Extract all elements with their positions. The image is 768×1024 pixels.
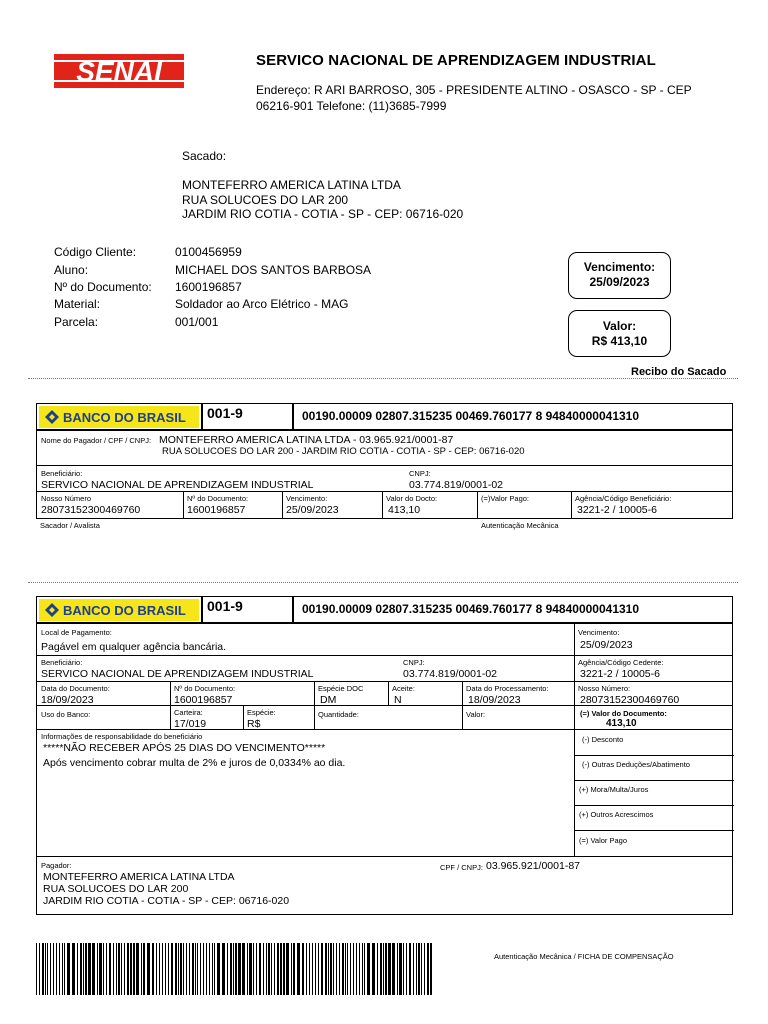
valor-label: Valor: [466,710,486,719]
barcode-bar [233,943,234,995]
barcode-bar [397,943,398,995]
cpf-cnpj-value: 03.965.921/0001-87 [486,860,581,872]
barcode-bar [121,943,122,995]
barcode-bar [171,943,173,995]
sacado-name: MONTEFERRO AMERICA LATINA LTDA [182,178,401,192]
barcode-bar [336,943,337,995]
carteira-value: 17/019 [174,718,207,730]
info-value: 0100456959 [175,245,242,259]
uso-banco-label: Uso do Banco: [41,710,91,719]
barcode-bar [406,943,407,995]
aceite-value: N [394,694,402,706]
barcode-bar [283,943,285,995]
valor-pago-label: (=) Valor Pago [579,836,628,845]
barcode-bar [186,943,187,995]
info-value: MICHAEL DOS SANTOS BARBOSA [175,263,372,277]
barcode-bar [136,943,139,995]
barcode-bar [118,943,120,995]
pagador-line-3: JARDIM RIO COTIA - COTIA - SP - CEP: 06716-020 [43,895,290,907]
barcode-bar [217,943,220,995]
barcode-bar [409,943,411,995]
pagador-line-1: MONTEFERRO AMERICA LATINA LTDA - 03.965.921/0001-87 [159,434,454,446]
barcode-bar [62,943,63,995]
barcode-bar [330,943,332,995]
barcode-bar [347,943,348,995]
info-value: Soldador ao Arco Elétrico - MAG [175,297,349,311]
barcode-bar [200,943,201,995]
sacado-district: JARDIM RIO COTIA - COTIA - SP - CEP: 06716-020 [182,207,464,221]
ficha-compensacao-label: Autenticação Mecânica / FICHA DE COMPENSAÇÃO [494,952,674,961]
barcode-bar [203,943,204,995]
barcode-bar [339,943,340,995]
cut-line [28,378,738,379]
barcode-bar [47,943,48,995]
especie-doc-value: DM [320,694,337,706]
barcode-bar [85,943,87,995]
barcode-bar [293,943,295,995]
barcode-bar [106,943,107,995]
barcode-bar [103,943,104,995]
barcode-bar [88,943,91,995]
barcode-bar [247,943,248,995]
info-key: Código Cliente: [54,245,137,259]
linha-digitavel: 00190.00009 02807.315235 00469.760177 8 94840000041310 [302,602,640,616]
nosso-numero-value: 28073152300469760 [580,694,680,706]
barcode-bar [238,943,241,995]
barcode-bar [180,943,182,995]
barcode-bar [280,943,282,995]
barcode-bar [67,943,70,995]
num-doc-label: Nº do Documento: [174,684,236,693]
mora-multa-label: (+) Mora/Multa/Juros [579,785,649,794]
beneficiario-value: SERVICO NACIONAL DE APRENDIZAGEM INDUSTRIAL [41,479,314,491]
barcode-bar [312,943,313,995]
barcode-bar [392,943,395,995]
desconto-label: (-) Desconto [582,735,624,744]
cnpj-value: 03.774.819/0001-02 [409,479,504,491]
data-processamento-label: Data do Processamento: [466,684,549,693]
barcode-bar [197,943,198,995]
barcode-bar [306,943,307,995]
bank-code: 001-9 [201,597,294,622]
cpf-cnpj-label: CPF / CNPJ: [440,863,483,872]
barcode-bar [133,943,135,995]
barcode [36,943,433,995]
barcode-bar [195,943,196,995]
valor-box-label: Valor: [602,319,637,333]
cnpj-value: 03.774.819/0001-02 [403,668,498,680]
cnpj-label: CNPJ: [403,658,425,667]
barcode-bar [222,943,225,995]
barcode-bar [333,943,334,995]
data-processamento-value: 18/09/2023 [468,694,521,706]
organization-name: SERVICO NACIONAL DE APRENDIZAGEM INDUSTRIAL [256,52,656,69]
barcode-bar [286,943,289,995]
barcode-bar [192,943,194,995]
barcode-bar [92,943,95,995]
barcode-bar [227,943,228,995]
barcode-bar [342,943,344,995]
bank-code: 001-9 [201,404,294,429]
recibo-slip [36,403,733,519]
barcode-bar [50,943,51,995]
barcode-bar [325,943,327,995]
bank-name: BANCO DO BRASIL [63,603,186,618]
bank-name: BANCO DO BRASIL [63,410,186,425]
agencia-value: 3221-2 / 10005-6 [577,504,657,516]
barcode-bar [364,943,365,995]
barcode-bar [242,943,245,995]
barcode-bar [318,943,319,995]
barcode-bar [72,943,75,995]
barcode-bar [421,943,422,995]
barcode-bar [189,943,190,995]
local-pagamento-value: Pagável em qualquer agência bancária. [41,641,227,653]
pagador-line-2: RUA SOLUCOES DO LAR 200 [43,883,189,895]
barcode-bar [377,943,378,995]
barcode-bar [416,943,417,995]
barcode-bar [36,943,37,995]
valor-pago-label: (=)Valor Pago: [481,494,530,503]
nosso-numero-label: Nosso Número [41,494,92,503]
barcode-bar [253,943,254,995]
barcode-bar [130,943,132,995]
valor-documento-label: (=) Valor do Documento: [580,709,667,718]
local-pagamento-label: Local de Pagamento: [41,628,112,637]
barcode-bar [77,943,78,995]
barcode-bar [418,943,420,995]
carteira-label: Carteira: [174,708,203,717]
barcode-bar [249,943,252,995]
barcode-bar [380,943,382,995]
barcode-bar [183,943,184,995]
barcode-bar [159,943,160,995]
info-key: Aluno: [54,263,89,277]
barcode-bar [42,943,44,995]
outras-deducoes-label: (-) Outras Deduções/Abatimento [582,760,690,769]
barcode-bar [53,943,54,995]
barcode-bar [230,943,232,995]
barcode-bar [266,943,267,995]
barcode-bar [59,943,60,995]
instrucoes-line-1: *****NÃO RECEBER APÓS 25 DIAS DO VENCIMENTO***** [43,742,326,754]
barcode-bar [315,943,316,995]
barcode-bar [162,943,163,995]
valor-documento-value: 413,10 [606,718,637,729]
barcode-bar [268,943,270,995]
barcode-bar [427,943,429,995]
barcode-bar [291,943,292,995]
barcode-bar [430,943,432,995]
barcode-bar [356,943,357,995]
ficha-compensacao [36,596,733,915]
barcode-bar [165,943,166,995]
sacado-street: RUA SOLUCOES DO LAR 200 [182,192,349,207]
barcode-bar [362,943,363,995]
valor-docto-value: 413,10 [388,504,421,516]
pagador-label: Nome do Pagador / CPF / CNPJ: [41,436,152,445]
barcode-bar [403,943,404,995]
especie-label: Espécie: [247,708,276,717]
barcode-bar [178,943,179,995]
barcode-bar [45,943,46,995]
info-value: 001/001 [175,315,219,329]
nosso-numero-label: Nosso Número: [578,684,631,693]
nosso-numero-value: 28073152300469760 [41,504,141,516]
senai-logo-text: SENAI [76,56,162,87]
barcode-bar [214,943,215,995]
barcode-bar [321,943,323,995]
address-line-1: Endereço: R ARI BARROSO, 305 - PRESIDENTE ALTINO - OSASCO - SP - CEP [256,83,692,97]
instrucoes-line-2: Após vencimento cobrar multa de 2% e juros de 0,0334% ao dia. [43,757,346,769]
barcode-bar [383,943,384,995]
autenticacao-label: Autenticação Mecânica [481,521,559,530]
slip-header [37,597,732,624]
beneficiario-label: Beneficiário: [41,469,83,478]
barcode-bar [97,943,98,995]
especie-value: R$ [247,718,261,730]
barcode-bar [256,943,257,995]
barcode-bar [56,943,57,995]
sacador-label: Sacador / Avalista [40,521,100,530]
barcode-bar [302,943,304,995]
beneficiario-label: Beneficiário: [41,658,83,667]
agencia-label: Agência/Código Cedente: [578,658,664,667]
instrucoes-label: Informações de responsabilidade do beneficiário [41,732,203,741]
vencimento-box [568,252,671,299]
quantidade-label: Quantidade: [318,710,359,719]
recibo-label: Recibo do Sacado [631,366,727,378]
barcode-bar [372,943,375,995]
barcode-bar [109,943,111,995]
vencimento-box-label: Vencimento: [583,260,656,274]
barcode-bar [175,943,177,995]
info-key: Material: [54,297,101,311]
barcode-bar [353,943,354,995]
barcode-bar [259,943,261,995]
barcode-bar [141,943,142,995]
organization-address [256,82,716,114]
barcode-bar [235,943,237,995]
barcode-bar [367,943,370,995]
vencimento-value: 25/09/2023 [580,639,633,651]
barcode-bar [147,943,150,995]
pagador-line-1: MONTEFERRO AMERICA LATINA LTDA [43,871,235,883]
cut-line [28,582,738,583]
sacado-address [182,178,463,222]
sacado-label: Sacado: [182,149,227,163]
barcode-bar [209,943,210,995]
valor-docto-label: Valor do Docto: [386,494,438,503]
num-doc-value: 1600196857 [174,694,233,706]
barcode-bar [388,943,391,995]
barcode-bar [424,943,425,995]
pagador-label: Pagador: [41,861,72,870]
agencia-value: 3221-2 / 10005-6 [580,668,660,680]
barcode-bar [99,943,102,995]
linha-digitavel: 00190.00009 02807.315235 00469.760177 8 94840000041310 [302,409,640,423]
barcode-bar [359,943,360,995]
barcode-bar [124,943,125,995]
barcode-bar [64,943,65,995]
info-key: Parcela: [54,315,99,329]
slip-header [37,404,732,431]
barcode-bar [113,943,114,995]
barcode-bar [83,943,84,995]
pagador-line-2: RUA SOLUCOES DO LAR 200 - JARDIM RIO COTIA - COTIA - SP - CEP: 06716-020 [162,446,525,457]
barcode-bar [39,943,40,995]
vencimento-box-value: 25/09/2023 [589,275,650,289]
vencimento-value: 25/09/2023 [286,504,339,516]
barcode-bar [116,943,117,995]
beneficiario-value: SERVICO NACIONAL DE APRENDIZAGEM INDUSTRIAL [41,668,314,680]
barcode-bar [80,943,82,995]
aceite-label: Aceite: [392,684,415,693]
barcode-bar [168,943,169,995]
barcode-bar [206,943,207,995]
barcode-bar [127,943,129,995]
data-documento-value: 18/09/2023 [41,694,94,706]
info-key: Nº do Documento: [54,280,152,294]
barcode-bar [385,943,387,995]
address-line-2: 06216-901 Telefone: (11)3685-7999 [256,99,447,113]
banco-do-brasil-logo [39,599,199,621]
vencimento-label: Vencimento: [578,628,620,637]
data-documento-label: Data do Documento: [41,684,110,693]
barcode-bar [399,943,402,995]
barcode-bar [156,943,157,995]
barcode-bar [309,943,310,995]
barcode-bar [152,943,154,995]
barcode-bar [297,943,300,995]
outros-acrescimos-label: (+) Outros Acrescimos [579,810,654,819]
valor-box [568,310,671,357]
info-value: 1600196857 [175,280,242,294]
barcode-bar [271,943,272,995]
senai-logo [54,54,184,88]
cnpj-label: CNPJ: [409,469,431,478]
barcode-bar [263,943,264,995]
agencia-label: Agência/Código Beneficiário: [575,494,672,503]
especie-doc-label: Espécie DOC [318,684,364,693]
banco-do-brasil-logo [39,406,199,428]
num-doc-value: 1600196857 [187,504,246,516]
barcode-bar [350,943,351,995]
vencimento-label: Vencimento: [286,494,328,503]
barcode-bar [413,943,414,995]
barcode-bar [328,943,329,995]
barcode-bar [277,943,279,995]
num-doc-label: Nº do Documento: [187,494,249,503]
barcode-bar [345,943,346,995]
barcode-bar [212,943,213,995]
barcode-bar [143,943,145,995]
valor-box-value: R$ 413,10 [591,334,648,348]
barcode-bar [274,943,275,995]
